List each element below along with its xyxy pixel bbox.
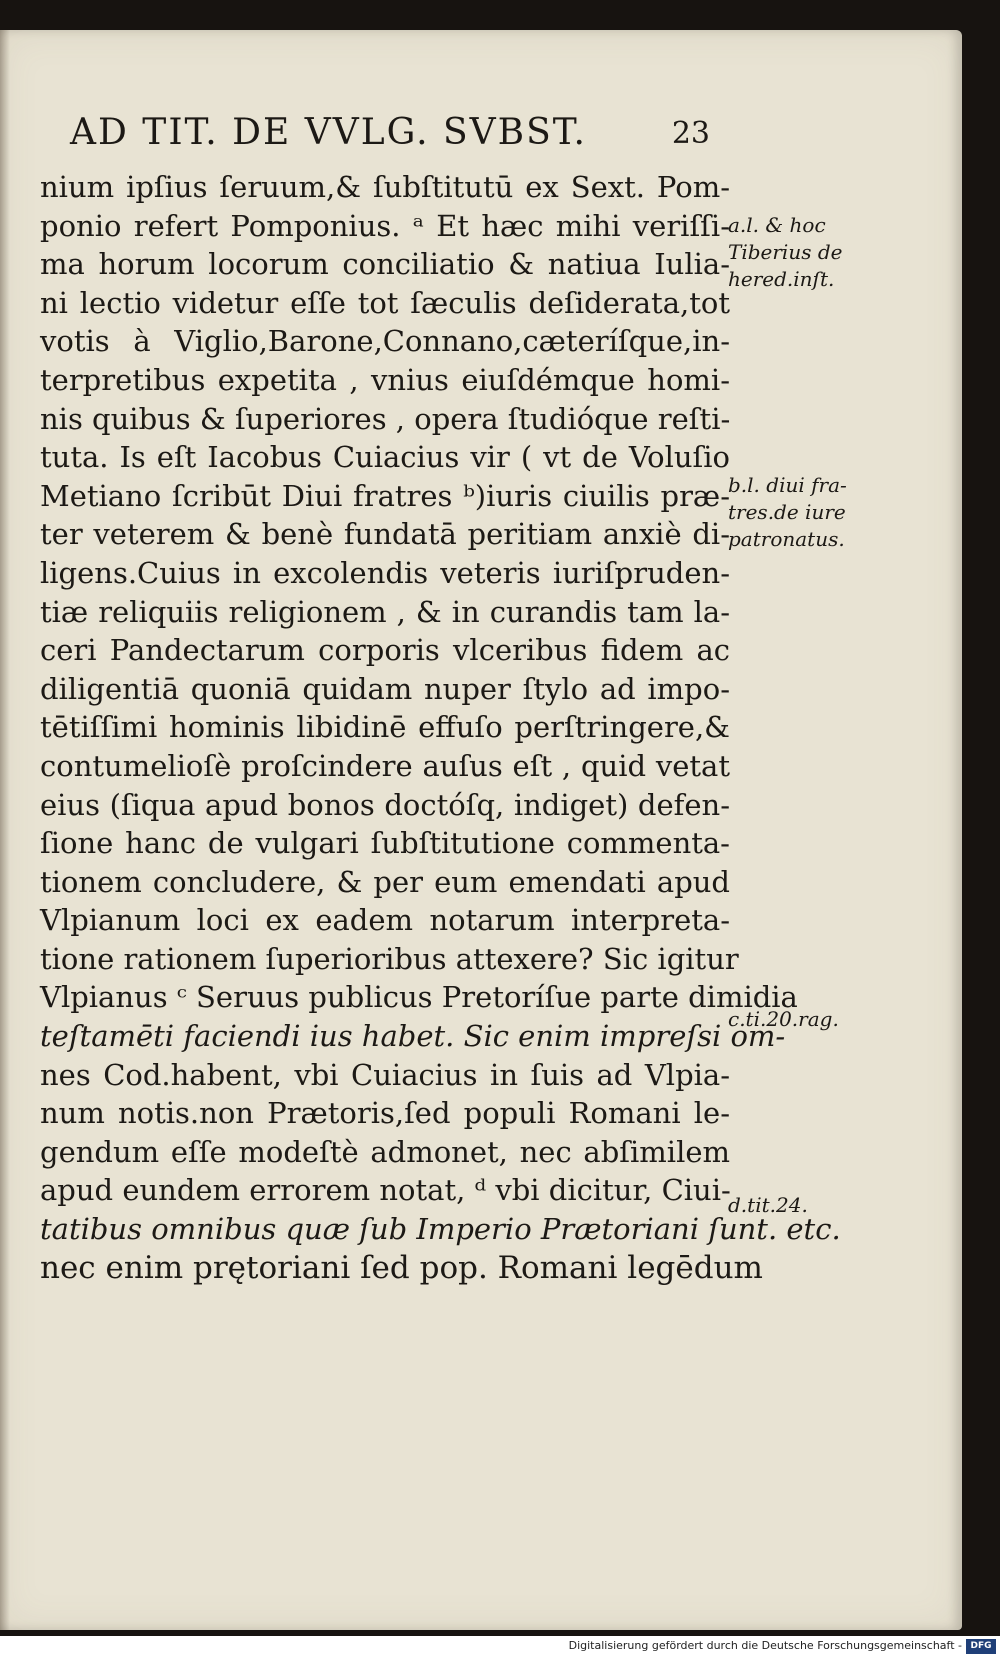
funding-credit: Digitalisierung gefördert durch die Deutsche Forschungsgemeinschaft -	[568, 1639, 962, 1652]
margin-note-line: d.tit.24.	[728, 1193, 808, 1217]
text-line: nes Cod.habent, vbi Cuiacius in ſuis ad Vlpia-	[40, 1057, 730, 1092]
text-line: gendum eſſe modeſtè admonet, nec abſimilem	[40, 1134, 730, 1169]
margin-note-a	[728, 212, 878, 293]
text-line: ter veterem & benè fundatā peritiam anxiè di-	[40, 517, 730, 552]
text-line: ma horum locorum conciliatio & natiua Iulia-	[40, 247, 730, 282]
text-line: ceri Pandectarum corporis vlceribus fidem ac	[40, 633, 730, 668]
text-line: teſtamēti faciendi ius habet. Sic enim impreſsi om-	[40, 1019, 786, 1054]
text-line: tione rationem ſuperioribus attexere? Sic igitur	[40, 941, 739, 976]
text-line: Metiano ſcribūt Diui fratres ᵇ)iuris ciuilis præ-	[40, 478, 730, 513]
digitization-footer	[0, 1636, 1000, 1658]
margin-note-line: patronatus.	[728, 527, 845, 551]
text-line: nis quibus & ſuperiores , opera ſtudióque reſti-	[40, 401, 731, 436]
dfg-logo: DFG	[966, 1639, 996, 1654]
text-line: tētiſſimi hominis libidinē effuſo perſtringere,&	[40, 710, 730, 745]
margin-note-line: a.l. & hoc	[728, 213, 826, 237]
text-line: ni lectio videtur eſſe tot ſæculis deſiderata,tot	[40, 285, 730, 320]
page-number: 23	[671, 116, 710, 151]
text-line: ligens.Cuius in excolendis veteris iuriſpruden-	[40, 555, 730, 590]
margin-note-line: Tiberius de	[728, 240, 843, 264]
margin-note-d	[728, 1192, 878, 1219]
text-line: ſione hanc de vulgari ſubſtitutione commenta-	[40, 826, 730, 861]
text-line: tuta. Is eſt Iacobus Cuiacius vir ( vt de Voluſio	[40, 440, 730, 475]
text-line: num notis.non Prætoris,ſed populi Romani le-	[40, 1096, 730, 1131]
text-line: ponio refert Pomponius. ᵃ Et hæc mihi veriſſi-	[40, 208, 730, 243]
text-line: diligentiā quoniā quidam nuper ſtylo ad impo-	[40, 671, 730, 706]
text-line: tionem concludere, & per eum emendati apud	[40, 864, 730, 899]
text-line: Vlpianus ᶜ Seruus publicus Pretoríſue parte dimidia	[40, 980, 798, 1015]
text-line: terpretibus expetita , vnius eiuſdémque homi-	[40, 362, 730, 397]
text-line: nium ipſius ſeruum,& ſubſtitutū ex Sext. Pom-	[40, 170, 730, 204]
page-header	[70, 112, 710, 160]
margin-note-b	[728, 472, 878, 553]
text-line: tatibus omnibus quæ ſub Imperio Prætoriani ſunt. etc.	[40, 1212, 841, 1247]
text-line: Vlpianum loci ex eadem notarum interpreta-	[40, 903, 730, 938]
margin-note-line: c.ti.20.rag.	[728, 1007, 839, 1031]
running-title: AD TIT. DE VVLG. SVBST.	[70, 112, 587, 153]
text-line: eius (ſiqua apud bonos doctóſq, indiget) defen-	[40, 787, 730, 822]
margin-note-c	[728, 1006, 878, 1033]
margin-note-line: hered.inſt.	[728, 267, 835, 291]
text-line: contumelioſè proſcindere auſus eſt , quid vetat	[40, 748, 730, 783]
margin-note-line: tres.de iure	[728, 500, 846, 524]
text-line: nec enim prętoriani ſed pop. Romani legēdum	[40, 1249, 763, 1286]
gutter-shadow	[0, 30, 10, 1630]
text-line: votis à Viglio,Barone,Connano,cæteríſque,in-	[40, 324, 730, 359]
text-line: tiæ reliquiis religionem , & in curandis tam la-	[40, 594, 730, 629]
text-line: apud eundem errorem notat, ᵈ vbi dicitur, Ciui-	[40, 1173, 731, 1208]
margin-note-line: b.l. diui fra-	[728, 473, 847, 497]
